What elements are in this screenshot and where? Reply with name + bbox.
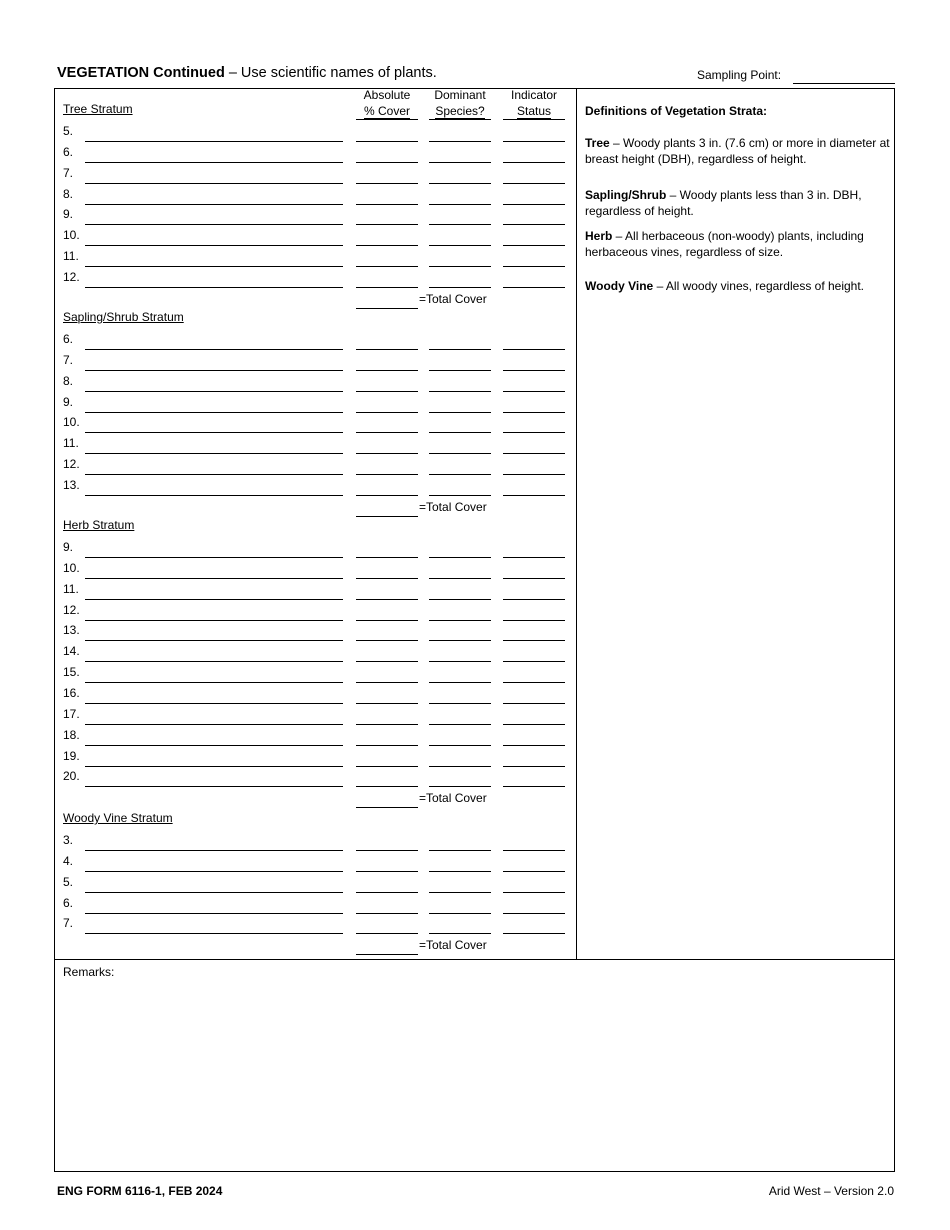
dominant-species-field[interactable] <box>429 245 491 246</box>
row-number: 11. <box>63 249 79 264</box>
species-name-field[interactable] <box>85 640 343 641</box>
species-name-field[interactable] <box>85 245 343 246</box>
dominant-species-field[interactable] <box>429 786 491 787</box>
row-number: 14. <box>63 644 80 659</box>
species-name-field[interactable] <box>85 141 343 142</box>
species-name-field[interactable] <box>85 682 343 683</box>
dominant-species-field[interactable] <box>429 640 491 641</box>
column-header-line1: Dominant <box>434 88 486 102</box>
dominant-species-field[interactable] <box>429 850 491 851</box>
species-name-field[interactable] <box>85 495 343 496</box>
dominant-species-field[interactable] <box>429 266 491 267</box>
dominant-species-field[interactable] <box>429 871 491 872</box>
row-number: 7. <box>63 352 74 367</box>
column-header-line2: % Cover <box>363 104 410 118</box>
absolute-cover-field[interactable] <box>356 557 418 558</box>
species-name-field[interactable] <box>85 766 343 767</box>
row-number: 12. <box>63 269 80 284</box>
row-number: 10. <box>63 228 80 243</box>
form-title <box>57 65 437 81</box>
indicator-status-field[interactable] <box>503 495 565 496</box>
indicator-status-field[interactable] <box>503 349 565 350</box>
indicator-status-field[interactable] <box>503 412 565 413</box>
dominant-species-field[interactable] <box>429 412 491 413</box>
indicator-status-field[interactable] <box>503 245 565 246</box>
indicator-status-field[interactable] <box>503 578 565 579</box>
dominant-species-field[interactable] <box>429 913 491 914</box>
row-number: 5. <box>63 874 74 889</box>
absolute-cover-field[interactable] <box>356 474 418 475</box>
total-cover-label: =Total Cover <box>419 791 487 806</box>
species-name-field[interactable] <box>85 745 343 746</box>
indicator-status-field[interactable] <box>503 786 565 787</box>
indicator-status-field[interactable] <box>503 703 565 704</box>
absolute-cover-field[interactable] <box>356 141 418 142</box>
definitions-heading: Definitions of Vegetation Strata: <box>585 104 768 118</box>
indicator-status-field[interactable] <box>503 871 565 872</box>
dominant-species-field[interactable] <box>429 204 491 205</box>
species-name-field[interactable] <box>85 871 343 872</box>
definition-text: – Woody plants 3 in. (7.6 cm) or more in diameter at breast height (DBH), regardless of height. <box>585 136 890 166</box>
definition-tree <box>585 135 895 167</box>
absolute-cover-field[interactable] <box>356 245 418 246</box>
indicator-status-field[interactable] <box>503 620 565 621</box>
row-number: 8. <box>63 373 74 388</box>
absolute-cover-field[interactable] <box>356 933 418 934</box>
absolute-cover-field[interactable] <box>356 287 418 288</box>
dominant-species-field[interactable] <box>429 599 491 600</box>
column-header-line1: Indicator <box>510 88 558 102</box>
absolute-cover-field[interactable] <box>356 766 418 767</box>
column-header-rule <box>356 119 418 120</box>
form-number: ENG FORM 6116-1, FEB 2024 <box>57 1184 223 1198</box>
stratum-heading: Woody Vine Stratum <box>63 811 173 825</box>
total-cover-field[interactable] <box>356 516 418 517</box>
species-name-field[interactable] <box>85 578 343 579</box>
indicator-status-field[interactable] <box>503 391 565 392</box>
species-name-field[interactable] <box>85 391 343 392</box>
species-name-field[interactable] <box>85 703 343 704</box>
dominant-species-field[interactable] <box>429 620 491 621</box>
form-title-bold: VEGETATION Continued <box>57 65 225 81</box>
indicator-status-field[interactable] <box>503 892 565 893</box>
dominant-species-field[interactable] <box>429 703 491 704</box>
dominant-species-field[interactable] <box>429 453 491 454</box>
form-version: Arid West – Version 2.0 <box>768 1184 894 1198</box>
absolute-cover-field[interactable] <box>356 682 418 683</box>
absolute-cover-field[interactable] <box>356 495 418 496</box>
column-header-rule <box>429 119 491 120</box>
dominant-species-field[interactable] <box>429 682 491 683</box>
row-number: 11. <box>63 581 79 596</box>
indicator-status-field[interactable] <box>503 287 565 288</box>
column-header-line1: Absolute <box>363 88 411 102</box>
dominant-species-field[interactable] <box>429 892 491 893</box>
dominant-species-field[interactable] <box>429 474 491 475</box>
remarks-label: Remarks: <box>63 965 115 979</box>
species-name-field[interactable] <box>85 557 343 558</box>
species-name-field[interactable] <box>85 349 343 350</box>
row-number: 20. <box>63 769 80 784</box>
absolute-cover-field[interactable] <box>356 786 418 787</box>
absolute-cover-field[interactable] <box>356 850 418 851</box>
species-name-field[interactable] <box>85 850 343 851</box>
row-number: 7. <box>63 165 74 180</box>
definition-text: – All woody vines, regardless of height. <box>653 279 865 293</box>
dominant-species-field[interactable] <box>429 432 491 433</box>
definition-herb <box>585 228 895 260</box>
total-cover-label: =Total Cover <box>419 499 487 514</box>
dominant-species-field[interactable] <box>429 578 491 579</box>
species-name-field[interactable] <box>85 224 343 225</box>
species-name-field[interactable] <box>85 370 343 371</box>
indicator-status-field[interactable] <box>503 724 565 725</box>
indicator-status-field[interactable] <box>503 640 565 641</box>
dominant-species-field[interactable] <box>429 224 491 225</box>
dominant-species-field[interactable] <box>429 141 491 142</box>
dominant-species-field[interactable] <box>429 745 491 746</box>
column-header-indicator-status <box>503 87 565 119</box>
species-name-field[interactable] <box>85 599 343 600</box>
species-name-field[interactable] <box>85 724 343 725</box>
species-name-field[interactable] <box>85 474 343 475</box>
species-name-field[interactable] <box>85 661 343 662</box>
indicator-status-field[interactable] <box>503 453 565 454</box>
row-number: 12. <box>63 457 80 472</box>
sampling-point-field[interactable] <box>793 83 895 84</box>
definition-text: – Woody plants less than 3 in. DBH, regardless of height. <box>585 188 862 218</box>
absolute-cover-field[interactable] <box>356 204 418 205</box>
indicator-status-field[interactable] <box>503 913 565 914</box>
row-number: 10. <box>63 415 80 430</box>
species-name-field[interactable] <box>85 933 343 934</box>
definition-sapling-shrub <box>585 187 895 219</box>
indicator-status-field[interactable] <box>503 370 565 371</box>
species-name-field[interactable] <box>85 786 343 787</box>
row-number: 17. <box>63 706 80 721</box>
definition-term: Sapling/Shrub <box>585 188 667 202</box>
species-name-field[interactable] <box>85 432 343 433</box>
absolute-cover-field[interactable] <box>356 661 418 662</box>
species-name-field[interactable] <box>85 287 343 288</box>
indicator-status-field[interactable] <box>503 682 565 683</box>
indicator-status-field[interactable] <box>503 266 565 267</box>
dominant-species-field[interactable] <box>429 557 491 558</box>
absolute-cover-field[interactable] <box>356 432 418 433</box>
form-title-instruction: – Use scientific names of plants. <box>224 65 437 81</box>
dominant-species-field[interactable] <box>429 495 491 496</box>
column-header-line2: Status <box>516 104 552 118</box>
absolute-cover-field[interactable] <box>356 224 418 225</box>
absolute-cover-field[interactable] <box>356 724 418 725</box>
stratum-heading: Tree Stratum <box>63 102 133 116</box>
row-number: 11. <box>63 436 79 451</box>
absolute-cover-field[interactable] <box>356 620 418 621</box>
dominant-species-field[interactable] <box>429 287 491 288</box>
species-name-field[interactable] <box>85 162 343 163</box>
row-number: 5. <box>63 124 74 138</box>
absolute-cover-field[interactable] <box>356 370 418 371</box>
absolute-cover-field[interactable] <box>356 640 418 641</box>
column-header-line2: Species? <box>435 104 485 118</box>
indicator-status-field[interactable] <box>503 933 565 934</box>
species-name-field[interactable] <box>85 204 343 205</box>
species-name-field[interactable] <box>85 183 343 184</box>
absolute-cover-field[interactable] <box>356 599 418 600</box>
row-number: 8. <box>63 186 74 201</box>
total-cover-field[interactable] <box>356 807 418 808</box>
dominant-species-field[interactable] <box>429 370 491 371</box>
species-name-field[interactable] <box>85 266 343 267</box>
dominant-species-field[interactable] <box>429 661 491 662</box>
row-number: 9. <box>63 540 74 554</box>
row-number: 13. <box>63 623 80 638</box>
definition-term: Tree <box>585 136 610 150</box>
absolute-cover-field[interactable] <box>356 703 418 704</box>
row-number: 13. <box>63 477 80 492</box>
indicator-status-field[interactable] <box>503 162 565 163</box>
column-header-dominant-species <box>428 87 492 119</box>
row-number: 6. <box>63 895 74 910</box>
absolute-cover-field[interactable] <box>356 453 418 454</box>
indicator-status-field[interactable] <box>503 474 565 475</box>
dominant-species-field[interactable] <box>429 933 491 934</box>
definition-term: Woody Vine <box>585 279 654 293</box>
column-header-rule <box>503 119 565 120</box>
column-divider <box>576 88 577 959</box>
indicator-status-field[interactable] <box>503 850 565 851</box>
row-number: 9. <box>63 207 74 222</box>
indicator-status-field[interactable] <box>503 745 565 746</box>
total-cover-label: =Total Cover <box>419 291 487 306</box>
indicator-status-field[interactable] <box>503 141 565 142</box>
species-name-field[interactable] <box>85 453 343 454</box>
absolute-cover-field[interactable] <box>356 871 418 872</box>
absolute-cover-field[interactable] <box>356 412 418 413</box>
dominant-species-field[interactable] <box>429 349 491 350</box>
row-number: 15. <box>63 665 80 680</box>
species-name-field[interactable] <box>85 620 343 621</box>
absolute-cover-field[interactable] <box>356 266 418 267</box>
row-number: 6. <box>63 332 74 346</box>
row-number: 3. <box>63 833 74 847</box>
absolute-cover-field[interactable] <box>356 913 418 914</box>
indicator-status-field[interactable] <box>503 766 565 767</box>
indicator-status-field[interactable] <box>503 224 565 225</box>
absolute-cover-field[interactable] <box>356 578 418 579</box>
row-number: 12. <box>63 602 80 617</box>
stratum-heading: Herb Stratum <box>63 518 135 532</box>
species-name-field[interactable] <box>85 892 343 893</box>
dominant-species-field[interactable] <box>429 162 491 163</box>
dominant-species-field[interactable] <box>429 766 491 767</box>
absolute-cover-field[interactable] <box>356 349 418 350</box>
dominant-species-field[interactable] <box>429 724 491 725</box>
row-number: 7. <box>63 916 74 931</box>
sampling-point-label: Sampling Point: <box>697 68 782 82</box>
dominant-species-field[interactable] <box>429 183 491 184</box>
total-cover-field[interactable] <box>356 954 418 955</box>
absolute-cover-field[interactable] <box>356 162 418 163</box>
absolute-cover-field[interactable] <box>356 183 418 184</box>
indicator-status-field[interactable] <box>503 599 565 600</box>
remarks-field[interactable] <box>56 982 892 1168</box>
total-cover-field[interactable] <box>356 308 418 309</box>
definition-woody-vine <box>585 278 895 294</box>
species-name-field[interactable] <box>85 412 343 413</box>
row-number: 6. <box>63 144 74 159</box>
definitions-panel <box>585 103 895 119</box>
indicator-status-field[interactable] <box>503 183 565 184</box>
column-header-absolute-cover <box>356 87 418 119</box>
absolute-cover-field[interactable] <box>356 745 418 746</box>
indicator-status-field[interactable] <box>503 557 565 558</box>
absolute-cover-field[interactable] <box>356 391 418 392</box>
indicator-status-field[interactable] <box>503 204 565 205</box>
absolute-cover-field[interactable] <box>356 892 418 893</box>
row-number: 18. <box>63 727 80 742</box>
indicator-status-field[interactable] <box>503 432 565 433</box>
indicator-status-field[interactable] <box>503 661 565 662</box>
definition-term: Herb <box>585 229 613 243</box>
definition-text: – All herbaceous (non-woody) plants, including herbaceous vines, regardless of size. <box>585 229 864 259</box>
row-number: 10. <box>63 560 80 575</box>
row-number: 9. <box>63 394 74 409</box>
dominant-species-field[interactable] <box>429 391 491 392</box>
species-name-field[interactable] <box>85 913 343 914</box>
row-number: 16. <box>63 685 80 700</box>
row-number: 19. <box>63 748 80 763</box>
remarks-divider <box>54 959 894 960</box>
total-cover-label: =Total Cover <box>419 938 487 953</box>
row-number: 4. <box>63 853 74 868</box>
stratum-heading: Sapling/Shrub Stratum <box>63 310 184 324</box>
